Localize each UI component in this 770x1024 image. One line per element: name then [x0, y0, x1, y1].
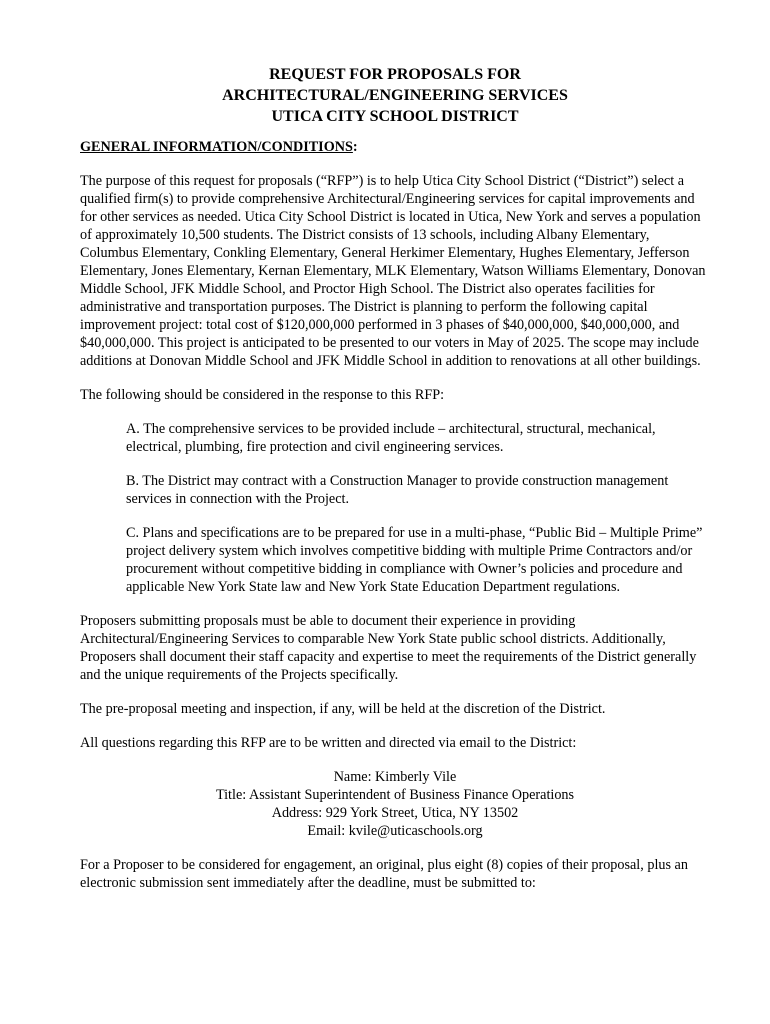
contact-email: Email: kvile@uticaschools.org	[307, 823, 483, 839]
title-line-3: UTICA CITY SCHOOL DISTRICT	[271, 108, 519, 125]
section-heading-text: GENERAL INFORMATION/CONDITIONS	[80, 139, 353, 155]
proposers-paragraph: Proposers submitting proposals must be able to document their experience in providing Architectural/Engineering Services to comparable New York State public school districts. Additionally, Proposers shall document their staff capacity and expertise to meet the requirements of the District generally and the unique requirements of the Projects specifically.	[80, 613, 697, 683]
consideration-item-c: C. Plans and specifications are to be prepared for use in a multi-phase, “Public Bid – Multiple Prime” project delivery system which involves competitive bidding with multiple Prime Contractors and/or procurement without competitive bidding in compliance with Owner’s policies and procedure and applicable New York State law and New York State Education Department regulations.	[126, 525, 703, 595]
questions-paragraph: All questions regarding this RFP are to be written and directed via email to the District:	[80, 735, 577, 751]
title-line-1: REQUEST FOR PROPOSALS FOR	[269, 66, 521, 83]
document-page	[80, 64, 710, 892]
section-heading	[80, 138, 710, 156]
title-line-2: ARCHITECTURAL/ENGINEERING SERVICES	[222, 87, 568, 104]
considerations-lead: The following should be considered in the response to this RFP:	[80, 387, 445, 403]
contact-name: Name: Kimberly Vile	[333, 769, 457, 785]
section-heading-colon: :	[352, 139, 358, 155]
pre-proposal-paragraph: The pre-proposal meeting and inspection, if any, will be held at the discretion of the District.	[80, 701, 606, 717]
contact-block	[80, 768, 710, 840]
consideration-item-b: B. The District may contract with a Construction Manager to provide construction management services in connection with the Project.	[126, 473, 669, 507]
document-title	[80, 64, 710, 127]
contact-address: Address: 929 York Street, Utica, NY 13502	[271, 805, 519, 821]
submission-paragraph: For a Proposer to be considered for engagement, an original, plus eight (8) copies of their proposal, plus an electronic submission sent immediately after the deadline, must be submitted to:	[80, 857, 688, 891]
contact-title: Title: Assistant Superintendent of Business Finance Operations	[215, 787, 575, 803]
consideration-item-a: A. The comprehensive services to be provided include – architectural, structural, mechanical, electrical, plumbing, fire protection and civil engineering services.	[126, 421, 656, 455]
intro-paragraph: The purpose of this request for proposals (“RFP”) is to help Utica City School District (“District”) select a qualified firm(s) to provide comprehensive Architectural/Engineering services for capital improvements and for other services as needed. Utica City School District is located in Utica, New York and serves a population of approximately 10,500 students. The District consists of 13 schools, including Albany Elementary, Columbus Elementary, Conkling Elementary, General Herkimer Elementary, Hughes Elementary, Jefferson Elementary, Jones Elementary, Kernan Elementary, MLK Elementary, Watson Williams Elementary, Donovan Middle School, JFK Middle School, and Proctor High School. The District also operates facilities for administrative and transportation purposes. The District is planning to perform the following capital improvement project: total cost of $120,000,000 performed in 3 phases of $40,000,000, $40,000,000, and $40,000,000. This project is anticipated to be presented to our voters in May of 2025. The scope may include additions at Donovan Middle School and JFK Middle School in addition to renovations at all other buildings.	[80, 173, 706, 369]
